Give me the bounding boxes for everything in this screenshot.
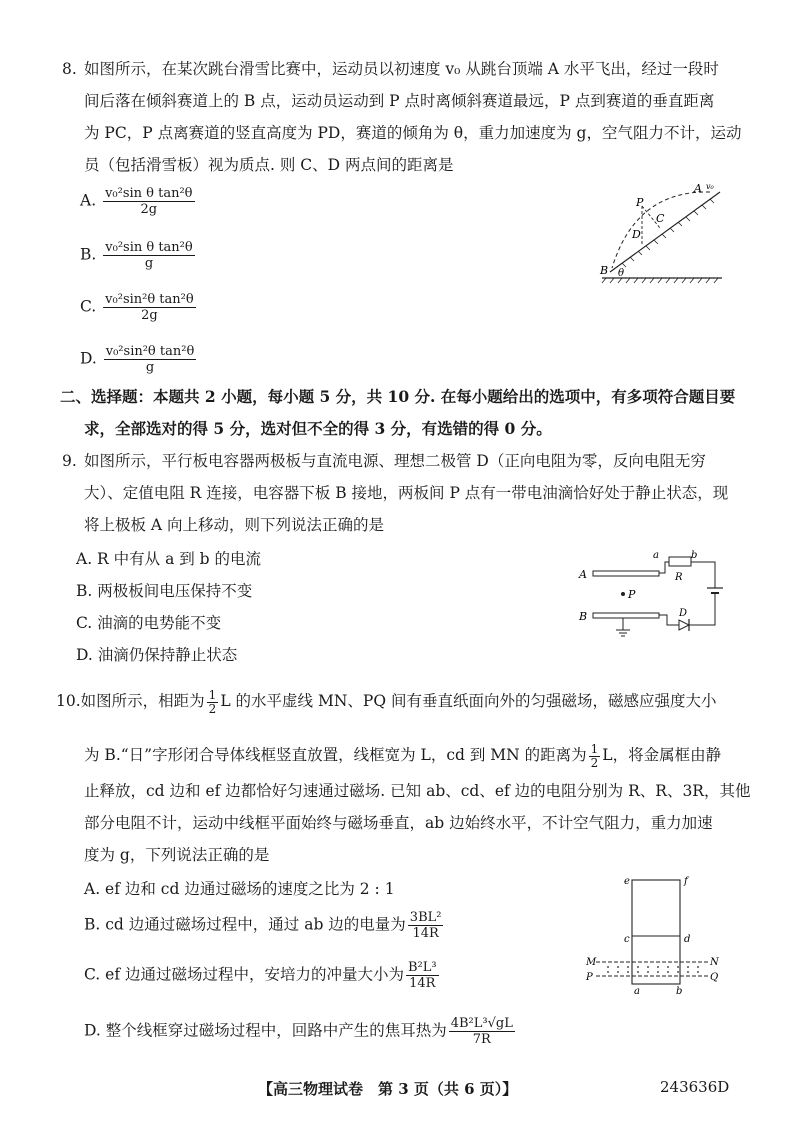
q8-fig-label-v0: v₀ <box>706 182 714 191</box>
q10-option-a[interactable]: A. ef 边和 cd 边通过磁场的速度之比为 2 : 1 <box>84 880 395 898</box>
q10-text-line-5: 度为 g，下列说法正确的是 <box>84 846 270 864</box>
q9-fig-label-b: b <box>691 550 698 561</box>
q10-fig-label-d: d <box>684 934 691 945</box>
q10-fig-label-P: P <box>586 972 593 983</box>
q10-text-line-1: 10.如图所示，相距为 $\frac{1}{2}$ L 的水平虚线 MN、PQ 间有垂直纸面向外的匀强磁场，磁感应强度大小 <box>56 687 717 716</box>
q9-option-c[interactable]: C. 油滴的电势能不变 <box>76 614 222 632</box>
q8-text-line-3: 为 PC，P 点离赛道的竖直高度为 PD，赛道的倾角为 θ，重力加速度为 g，空气阻力不计，运动 <box>84 124 742 142</box>
q10-fig-label-f: f <box>684 876 688 887</box>
q9-fig-label-a: a <box>653 550 659 561</box>
q10-option-c[interactable]: C. ef 边通过磁场过程中，安培力的冲量大小为 $\frac{\text{B²L³}}{14R}$ <box>84 960 437 991</box>
q9-fig-label-P: P <box>628 588 636 601</box>
q8-fig-label-p: P <box>636 196 644 209</box>
q9-fig-label-B: B <box>579 610 588 623</box>
q10-fig-label-Q: Q <box>710 972 719 983</box>
q9-option-b[interactable]: B. 两极板间电压保持不变 <box>76 582 253 600</box>
q10-fig-label-M: M <box>586 957 597 968</box>
q10-text-line-2: 为 B.“日”字形闭合导体线框竖直放置，线框宽为 L，cd 到 MN 的距离为 $\frac{1}{2}$ L，将金属框由静 <box>84 741 722 770</box>
q9-fig-label-A: A <box>579 568 587 581</box>
q8-fig-label-c: C <box>656 212 665 225</box>
footer-code: 243636D <box>660 1078 730 1096</box>
q8-number: 8. <box>62 60 77 78</box>
q9-fig-label-R: R <box>675 572 683 583</box>
q8-fig-label-d: D <box>632 228 641 241</box>
q10-wire-frame-figure <box>580 872 720 997</box>
q9-option-a[interactable]: A. R 中有从 a 到 b 的电流 <box>76 550 262 568</box>
q10-fig-label-N: N <box>710 957 719 968</box>
q8-text-line-1: 如图所示，在某次跳台滑雪比赛中，运动员以初速度 v₀ 从跳台顶端 A 水平飞出，经过一段时 <box>84 60 719 78</box>
q9-text-line-3: 将上极板 A 向上移动，则下列说法正确的是 <box>84 516 385 534</box>
footer-title: 【高三物理试卷 第 3 页（共 6 页）】 <box>258 1080 518 1098</box>
q10-fig-label-a: a <box>634 986 640 997</box>
section2-line-1: 二、选择题：本题共 2 小题，每小题 5 分，共 10 分. 在每小题给出的选项中，有多项符合题目要 <box>60 387 736 406</box>
q8-fig-label-a: A <box>694 182 702 195</box>
q10-fig-label-c: c <box>624 934 630 945</box>
q8-option-a[interactable]: A. $\frac{\text{v₀²sin θ tan²θ}}{2g}$ <box>80 186 193 217</box>
q9-fig-label-D: D <box>679 608 688 619</box>
q8-option-d[interactable]: D. $\frac{\text{v₀²sin²θ tan²θ}}{g}$ <box>80 344 195 375</box>
section2-line-2: 求，全部选对的得 5 分，选对但不全的得 3 分，有选错的得 0 分。 <box>84 419 552 438</box>
q9-text-line-1: 如图所示，平行板电容器两极板与直流电源、理想二极管 D（正向电阻为零，反向电阻无穷 <box>84 452 706 470</box>
q10-fig-label-e: e <box>624 876 630 887</box>
q8-text-line-4: 员（包括滑雪板）视为质点. 则 C、D 两点间的距离是 <box>84 156 454 174</box>
q10-option-b[interactable]: B. cd 边通过磁场过程中，通过 ab 边的电量为 $\frac{\text{3BL²}}{14R}$ <box>84 910 442 941</box>
q8-text-line-2: 间后落在倾斜赛道上的 B 点，运动员运动到 P 点时离倾斜赛道最远，P 点到赛道的垂直距离 <box>84 92 715 110</box>
q10-text-line-3: 止释放，cd 边和 ef 边都恰好匀速通过磁场. 已知 ab、cd、ef 边的电阻分别为 R、R、3R，其他 <box>84 782 751 800</box>
q8-option-c[interactable]: C. $\frac{\text{v₀²sin²θ tan²θ}}{2g}$ <box>80 292 194 323</box>
q8-option-b[interactable]: B. $\frac{\text{v₀²sin θ tan²θ}}{g}$ <box>80 240 193 271</box>
q8-fig-label-b: B <box>600 264 609 277</box>
q9-number: 9. <box>62 452 77 470</box>
q9-capacitor-circuit-figure <box>575 548 735 648</box>
q10-fig-label-b: b <box>676 986 683 997</box>
q9-text-line-2: 大）、定值电阻 R 连接，电容器下板 B 接地，两板间 P 点有一带电油滴恰好处于静止状态，现 <box>84 484 729 502</box>
q8-fig-label-theta: θ <box>618 268 625 279</box>
q8-ski-slope-figure <box>596 180 726 290</box>
q10-text-line-4: 部分电阻不计，运动中线框平面始终与磁场垂直，ab 边始终水平，不计空气阻力，重力加速 <box>84 814 713 832</box>
q10-option-d[interactable]: D. 整个线框穿过磁场过程中，回路中产生的焦耳热为 $\frac{\text{4B²L³√gL}}{7R}$ <box>84 1016 513 1047</box>
q9-option-d[interactable]: D. 油滴仍保持静止状态 <box>76 646 238 664</box>
